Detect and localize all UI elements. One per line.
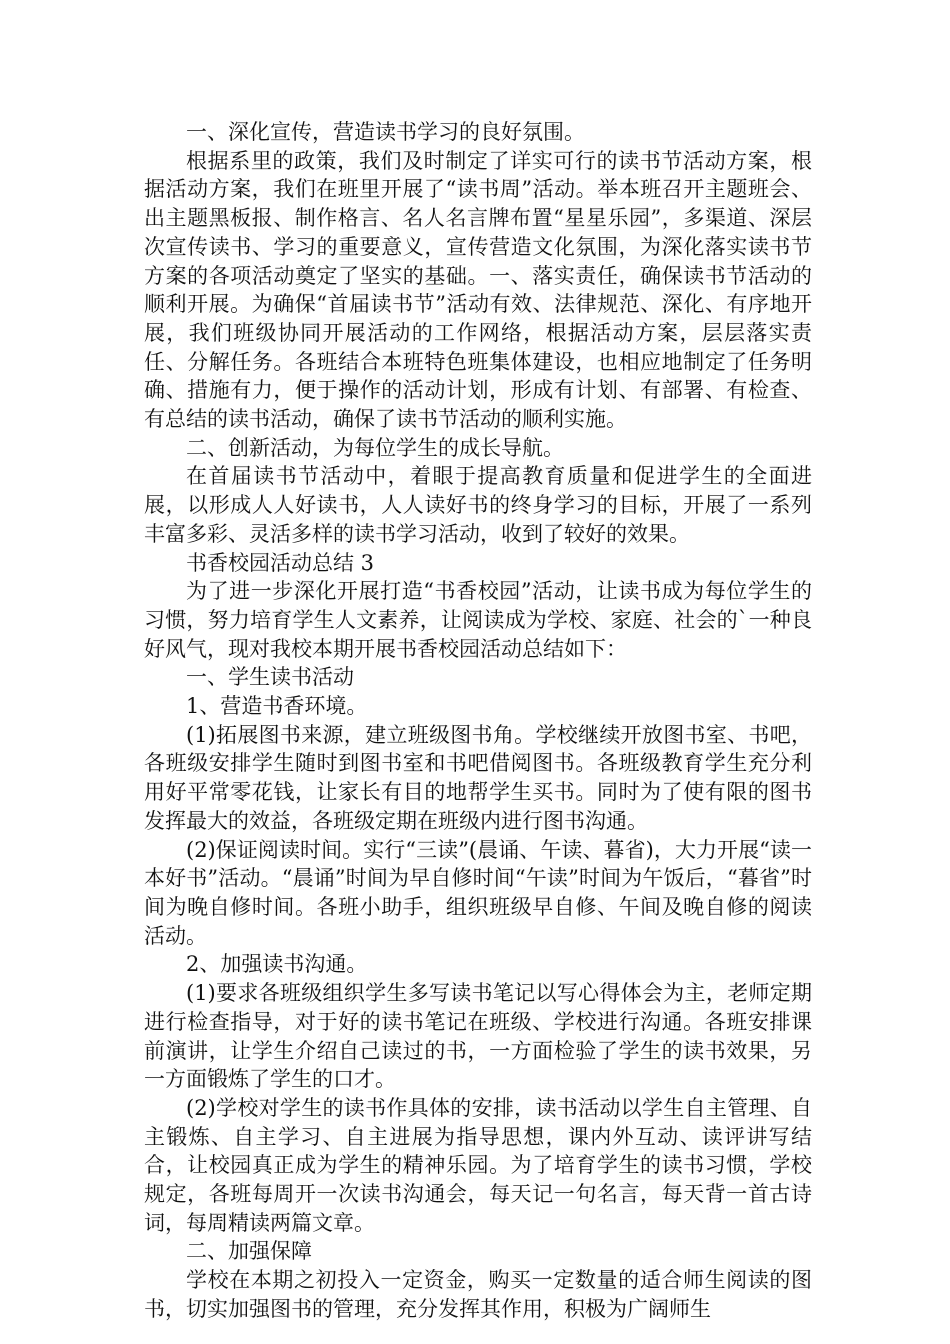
body-paragraph: (2)学校对学生的读书作具体的安排，读书活动以学生自主管理、自主锻炼、自主学习、自主进展为指导思想，课内外互动、读评讲写结合，让校园真正成为学生的精神乐园。为了培育学生的读书习惯，学校规定，各班每周开一次读书沟通会，每天记一句名言，每天背一首古诗词，每周精读两篇文章。 [144,1095,812,1235]
section-heading: 一、学生读书活动 [186,665,354,690]
body-paragraph: 学校在本期之初投入一定资金，购买一定数量的适合师生阅读的图书，切实加强图书的管理，充分发挥其作用，积极为广阔师生 [144,1268,812,1321]
body-paragraph: 根据系里的政策，我们及时制定了详实可行的读书节活动方案，根据活动方案，我们在班里开展了“读书周”活动。举本班召开主题班会、出主题黑板报、制作格言、名人名言牌布置“星星乐园”，多渠道、深层次宣传读书、学习的重要意义，宣传营造文化氛围，为深化落实读书节方案的各项活动奠定了坚实的基础。一、落实责任，确保读书节活动的顺利开展。为确保“首届读书节”活动有效、法律规范、深化、有序地开展，我们班级协同开展活动的工作网络，根据活动方案，层层落实责任、分解任务。各班结合本班特色班集体建设，也相应地制定了任务明确、措施有力，便于操作的活动计划，形成有计划、有部署、有检查、有总结的读书活动，确保了读书节活动的顺利实施。 [144,148,812,432]
document-body [144,118,812,1324]
body-paragraph: (2)保证阅读时间。实行“三读”(晨诵、午读、暮省)，大力开展“读一本好书”活动。“晨诵”时间为早自修时间“午读”时间为午饭后，“暮省”时间为晚自修时间。各班小助手，组织班级早自修、午间及晚自修的阅读活动。 [144,837,812,948]
document-title: 书香校园活动总结 3 [186,550,375,575]
body-paragraph: (1)要求各班级组织学生多写读书笔记以写心得体会为主，老师定期进行检查指导，对于好的读书笔记在班级、学校进行沟通。各班安排课前演讲，让学生介绍自己读过的书，一方面检验了学生的读书效果，另一方面锻炼了学生的口才。 [144,981,812,1092]
section-heading: 一、深化宣传，营造读书学习的良好氛围。 [186,120,585,144]
section-heading: 二、创新活动，为每位学生的成长导航。 [186,435,564,460]
body-paragraph: 在首届读书节活动中，着眼于提高教育质量和促进学生的全面进展，以形成人人好读书，人人读好书的终身学习的目标，开展了一系列丰富多彩、灵活多样的读书学习活动，收到了较好的效果。 [144,464,812,546]
subsection-heading: 2、加强读书沟通。 [186,952,368,977]
subsection-heading: 1、营造书香环境。 [186,694,368,719]
body-paragraph: 为了进一步深化开展打造“书香校园”活动，让读书成为每位学生的习惯，努力培育学生人文素养，让阅读成为学校、家庭、社会的`一种良好风气，现对我校本期开展书香校园活动总结如下： [144,579,812,661]
section-heading: 二、加强保障 [186,1239,312,1264]
body-paragraph: (1)拓展图书来源，建立班级图书角。学校继续开放图书室、书吧，各班级安排学生随时到图书室和书吧借阅图书。各班级教育学生充分利用好平常零花钱，让家长有目的地帮学生买书。同时为了使有限的图书发挥最大的效益，各班级定期在班级内进行图书沟通。 [144,722,812,833]
